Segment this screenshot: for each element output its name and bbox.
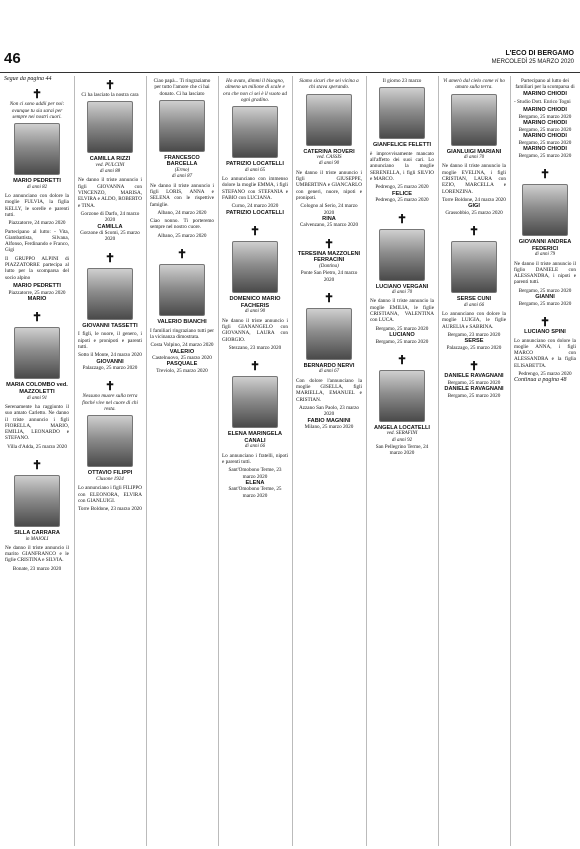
notice-text: Ne danno il triste annuncio la moglie EVELINA, i figli CRISTIAN, LAURA con EZIO, MARCELLA e LORENZINA. [442, 163, 506, 195]
deceased-subname: Clusone 1924 [96, 476, 124, 482]
deceased-name: CAMILLA RIZZI [89, 156, 131, 163]
cross-icon: ✝ [323, 290, 335, 305]
portrait-photo [232, 106, 278, 158]
deceased-name: GIOVANNI TASSETTI [82, 322, 138, 329]
notice-text: Ne danno il triste annuncio i figli LORIS, ANNA e SELENA con le rispettive famiglie. [150, 182, 214, 208]
column-6 [366, 76, 437, 846]
obituary-notice [75, 249, 145, 378]
continued-from: Segue da pagina 44 [4, 76, 52, 82]
notice-text: Lo annunciano con dolore la moglie LUIGIA, le figlie AURELIA e SABRINA. [442, 311, 506, 330]
notice-date: Sant'Omobono Terme, 25 marzo 2020 [228, 486, 282, 499]
notice-date: Pedrengo, 25 marzo 2020 [375, 197, 429, 204]
notice-date: Castelnuovo, 25 marzo 2020 [152, 355, 212, 362]
obituary-notice [75, 377, 145, 518]
notice-date: Pedrengo, 25 marzo 2020 [375, 184, 429, 191]
notice-text: Con dolore l'annunciano la moglie GISELLA, figli MARIELLA, EMANUEL e CRISTIAN. [296, 377, 362, 403]
notice-date: San Pellegrino Terme, 24 marzo 2020 [375, 444, 429, 457]
notice-date: Stezzano, 23 marzo 2020 [228, 344, 282, 351]
notice-date: Bergamo, 23 marzo 2020 [447, 331, 501, 338]
deceased-age: di anni 70 [463, 155, 485, 161]
notice-date: Villa d'Adda, 25 marzo 2020 [7, 443, 67, 450]
header-rule [0, 72, 580, 73]
portrait-photo [87, 268, 133, 320]
notice-date: Bergamo, 25 marzo 2020 [518, 152, 572, 159]
obituary-notice [75, 76, 145, 249]
portrait-photo [14, 475, 60, 527]
notice-text: Ne danno il triste annuncio i figli GIUSEPPE, UMBERTINA e GIANCARLO con generi, nuore, nipoti e pronipoti. [296, 169, 362, 201]
deceased-name: PATRIZIO LOCATELLI [226, 209, 284, 216]
deceased-name: GIOVANNI ANDREA FEDERICI [518, 239, 572, 252]
obituary-notice [147, 245, 217, 380]
deceased-name: FELICE [392, 190, 412, 197]
deceased-subname: ved. SERAFINI [386, 431, 418, 437]
deceased-name: SERSE [464, 338, 484, 345]
portrait-photo [379, 370, 425, 422]
cross-icon: ✝ [396, 352, 408, 367]
participants-text: Partecipano al lutto: - Vita, Giambattista, Silvana, Alfonso, Ferdinando e Franco, Gigi [5, 228, 69, 254]
obituary-notice [2, 308, 72, 456]
obituary-notice [293, 289, 365, 437]
notice-date: Bergamo, 25 marzo 2020 [375, 325, 429, 332]
deceased-name: DANIELE RAVAGNANI [444, 386, 504, 393]
deceased-name: PASQUALE [166, 361, 198, 368]
deceased-name: TERESINA MAZZOLENI FERRACINI [297, 250, 361, 264]
cross-icon: ✝ [104, 78, 116, 92]
deceased-subname: ved. PULCINI [95, 162, 125, 168]
portrait-photo [14, 123, 60, 175]
deceased-name: LUCIANO [389, 331, 415, 338]
deceased-name: GIANNI [535, 294, 555, 301]
deceased-name: DANIELE RAVAGNANI [444, 373, 504, 380]
page-header [0, 0, 580, 70]
notice-date: Grassobbio, 25 marzo 2020 [445, 209, 503, 216]
cross-icon: ✝ [31, 87, 43, 102]
notice-date: Torre Boldone, 23 marzo 2020 [78, 506, 142, 513]
deceased-name: MARINO CHIODI [523, 107, 567, 114]
obituary-notice [293, 235, 365, 289]
deceased-age: di anni 65 [244, 167, 266, 173]
deceased-age: di anni 90 [318, 161, 340, 167]
deceased-name: ANGELA LOCATELLI [374, 424, 430, 431]
deceased-age: di anni 90 [244, 309, 266, 315]
continued-to: Continua a pagina 48 [514, 377, 567, 384]
notice-date: Albano, 25 marzo 2020 [157, 232, 207, 239]
cross-icon: ✝ [31, 310, 43, 325]
deceased-age: di anni 67 [318, 369, 340, 375]
notice-text: è improvvisamente mancato all'affetto dei suoi cari. Lo annunciano la moglie SERENELLA, i figli SILVIO e MARCO. [370, 150, 434, 183]
epitaph: Ho avuto, dimmi il bisogno, almeno un milione di scale e ora che non ci sei è il vuoto ad ogni gradino. [223, 78, 287, 103]
deceased-name: VALERIO [169, 348, 195, 355]
notice-text: Lo annunciano i fratelli, nipoti e parenti tutti. [222, 452, 288, 465]
obituary-notice [367, 351, 437, 463]
notice-text: Il GRUPPO ALPINI di PIAZZATORRE partecipa al lutto per la scomparsa del socio alpino [5, 255, 69, 281]
notice-date: Torre Boldone, 24 marzo 2020 [442, 196, 506, 203]
notice-text: Lo annunciano con dolore la moglie ANNA, i figli MARCO con ALESSANDRA e la figlia ELISABETTA. [514, 337, 576, 369]
obituary-notice [439, 76, 509, 222]
deceased-name: MARINO CHIODI [523, 133, 567, 140]
deceased-subname: (Ermo) [174, 168, 190, 174]
obituary-notice [293, 76, 365, 235]
epitaph: Vi amerò dal cielo come vi ho amato sulla terra. [443, 78, 505, 91]
notice-text: Ne danno il triste annuncio il marito GIANFRANCO e le figlie CRISTINA e SILVIA. [5, 544, 69, 564]
notice-date: Piazzatorre, 24 marzo 2020 [8, 220, 66, 227]
deceased-age: di anni 66 [463, 302, 485, 308]
notice-date: Curno, 24 marzo 2020 [231, 203, 279, 210]
deceased-subname: in MAJOLI [25, 536, 49, 542]
deceased-age: di anni 82 [26, 184, 48, 190]
deceased-name: SILLA CARRARA [14, 529, 60, 536]
notice-date: Albano, 24 marzo 2020 [157, 209, 207, 216]
cross-icon: ✝ [468, 224, 480, 239]
cross-icon: ✝ [323, 236, 335, 251]
obituary-notice [2, 456, 72, 578]
deceased-age: di anni 70 [391, 290, 413, 296]
deceased-name: GIANFELICE FELETTI [372, 142, 432, 149]
notice-date: Bergamo, 25 marzo 2020 [518, 126, 572, 133]
notice-text: Ne danno il triste annuncio il figlio DANIELE con ALESSANDRA, i nipoti e parenti tutti. [514, 260, 576, 286]
deceased-name: FABIO MAGNINI [307, 417, 351, 424]
notice-date: Gorzone di Scomi, 25 marzo 2020 [80, 230, 140, 243]
deceased-name: GIGI [468, 203, 480, 210]
notice-date: Bergamo, 25 marzo 2020 [518, 139, 572, 146]
deceased-age: di anni 66 [244, 444, 266, 450]
notice-text: Ci ha lasciato la nostra cara [81, 92, 139, 98]
column-3 [146, 76, 217, 846]
deceased-name: LUCIANO VERGANI [375, 283, 429, 290]
notice-text: I familiari ringraziano tutti per la vicinanza dimostrata. [150, 327, 214, 340]
deceased-subname: ved. CASSIS [316, 155, 342, 161]
portrait-photo [232, 241, 278, 293]
portrait-photo [451, 94, 497, 146]
notice-text: Lo annunciano con immenso dolore la moglie EMMA, i figli STEFANO con STEFANIA e FABIO con LUCIANA. [222, 176, 288, 201]
cross-icon: ✝ [539, 314, 551, 329]
obituary-notice [147, 76, 217, 245]
deceased-name: MARIA COLOMBO ved. MAZZOLETTI [6, 382, 68, 396]
portrait-photo [306, 94, 352, 146]
deceased-name: MARINO CHIODI [523, 146, 567, 153]
portrait-photo [379, 229, 425, 281]
deceased-age: di anni 79 [534, 252, 556, 258]
deceased-name: MARIO PEDRETTI [13, 282, 61, 289]
notice-date: Treviolo, 25 marzo 2020 [156, 368, 208, 375]
deceased-age: di anni 91 [26, 395, 48, 401]
notice-text: I figli, le nuore, il genero, i nipoti e pronipoti e parenti tutti. [78, 331, 142, 350]
portrait-photo [87, 415, 133, 467]
notice-date: Bergamo, 25 marzo 2020 [518, 114, 572, 121]
deceased-name: MARIO PEDRETTI [13, 178, 61, 185]
notice-text: Ciao papà... Ti ringraziamo per tutto l'amore che ci hai donato. Ci ha lasciato [153, 78, 211, 97]
deceased-name: BERNARDO NERVI [303, 362, 355, 369]
portrait-photo [159, 100, 205, 152]
cross-icon: ✝ [104, 379, 116, 394]
cross-icon: ✝ [31, 457, 43, 472]
obituary-notice [511, 313, 579, 390]
obituary-notice [219, 357, 291, 505]
column-1 [2, 76, 72, 846]
deceased-age: di anni 87 [171, 174, 193, 180]
column-5 [292, 76, 365, 846]
deceased-name: CAMILLA [97, 223, 123, 230]
deceased-name: OTTAVIO FILIPPI [87, 470, 133, 477]
portrait-photo [87, 101, 133, 153]
notice-date: Cologno al Serio, 24 marzo 2020 [300, 203, 358, 216]
column-7 [438, 76, 509, 846]
notice-date: Gorzone di Darfo, 24 marzo 2020 [80, 210, 140, 224]
obituary-notice [2, 85, 72, 308]
cross-icon: ✝ [104, 250, 116, 265]
notice-date: Sant'Omobono Terme, 23 marzo 2020 [228, 467, 282, 480]
page-number: 46 [4, 50, 21, 67]
deceased-age: di anni 88 [99, 169, 121, 175]
deceased-name: RINA [322, 215, 336, 222]
deceased-name: ELENA [245, 479, 265, 486]
paper-date: MERCOLEDÌ 25 MARZO 2020 [491, 59, 574, 65]
epitaph: Non ci sono addii per noi: ovunque tu sia sarai per sempre nei nostri cuori. [9, 101, 65, 120]
deceased-name: CATERINA ROVERI [303, 148, 355, 155]
notice-text: Ne danno il triste annuncio i figli GIANANGELO con GIOVANNA, LAURA con GIORGIO. [222, 317, 288, 343]
notice-date: Bonate, 23 marzo 2020 [12, 565, 62, 572]
epitaph: Siamo sicuri che sei vicina a chi stava sperando. [299, 78, 359, 91]
deceased-name: PATRIZIO LOCATELLI [226, 161, 284, 168]
notice-date: Bergamo, 25 marzo 2020 [518, 287, 572, 294]
notice-date: Palazzago, 25 marzo 2020 [446, 344, 502, 351]
obituary-notice [219, 76, 291, 222]
notice-text: Lo annunciano i figli FILIPPO con ELEONORA, ELVIRA con GIANLUIGI. [78, 485, 142, 504]
portrait-photo [306, 308, 352, 360]
column-8 [510, 76, 579, 846]
portrait-photo [14, 327, 60, 379]
notice-date: Bergamo, 25 marzo 2020 [447, 392, 501, 399]
obituary-notice [439, 222, 509, 357]
portrait-photo [379, 87, 425, 139]
column-4 [218, 76, 291, 846]
notice-text: Partecipano al lutto dei familiari per la scomparsa di [515, 78, 575, 91]
participants-text: - Studio Dott. Enrico Togni [514, 99, 571, 106]
column-2 [74, 76, 145, 846]
notice-date: Palazzago, 25 marzo 2020 [82, 365, 138, 372]
notice-text: Il giorno 23 marzo [382, 78, 422, 84]
deceased-name: GIOVANNI [96, 358, 124, 365]
notice-text: Ne danno il triste annuncio la moglie EMILIA, le figlie CRISTIANA, VALENTINA con LUCA. [370, 298, 434, 324]
deceased-subname: (Dantina) [319, 263, 339, 269]
portrait-photo [451, 241, 497, 293]
obituary-notice [219, 222, 291, 357]
notice-date: Bergamo, 25 marzo 2020 [447, 379, 501, 386]
cross-icon: ✝ [468, 359, 480, 374]
paper-name: L'ECO DI BERGAMO [505, 50, 574, 57]
deceased-name: VALERIO BIANCHI [157, 319, 207, 326]
notice-date: Milano, 25 marzo 2020 [304, 424, 354, 431]
notice-date: Piazzatorre, 25 marzo 2020 [8, 289, 66, 296]
deceased-name: GIANLUIGI MARIANI [446, 148, 502, 155]
obituary-columns [2, 76, 578, 846]
cross-icon: ✝ [539, 167, 551, 182]
deceased-age: di anni 92 [391, 437, 413, 443]
obituary-notice [367, 76, 437, 210]
notice-date: Bergamo, 25 marzo 2020 [518, 300, 572, 307]
notice-date: Costa Volpino, 24 marzo 2020 [150, 342, 214, 349]
notice-date: Ponte San Pietro, 24 marzo 2020 [300, 270, 358, 283]
deceased-name: DOMENICO MARIO FACHERIS [229, 296, 281, 309]
notice-date: Sotto il Monte, 24 marzo 2020 [78, 352, 142, 359]
deceased-name: SERSE CUNI [456, 296, 492, 303]
obituary-notice [511, 76, 579, 165]
notice-date: Azzano San Paolo, 23 marzo 2020 [298, 404, 360, 418]
deceased-name: MARIO [27, 295, 47, 302]
obituary-notice [367, 210, 437, 351]
portrait-photo [232, 376, 278, 428]
portrait-photo [159, 264, 205, 316]
deceased-name: MARINO CHIODI [523, 90, 567, 97]
cross-icon: ✝ [396, 211, 408, 226]
cross-icon: ✝ [249, 224, 261, 239]
deceased-name: FRANCESCO BARCELLA [164, 154, 200, 168]
notice-text: Lo annunciano con dolore la moglie FULVIA, la figlia KELLY, le sorelle e parenti tutti. [5, 193, 69, 218]
obituary-notice [439, 357, 509, 405]
epitaph: Nessuno muore sulla terra finché vive nel cuore di chi resta. [82, 393, 138, 413]
notice-text: Ciao nonno. Ti porteremo sempre nel nostro cuore. [150, 218, 214, 231]
notice-date: Pedrengo, 25 marzo 2020 [518, 370, 572, 377]
cross-icon: ✝ [249, 359, 261, 374]
portrait-photo [522, 184, 568, 236]
notice-text: Ne danno il triste annuncio i figli GIOVANNA con VINCENZO, MARISA, ELVIRA e ALDO, ROBERTO e TINA. [78, 177, 142, 209]
deceased-name: MARINO CHIODI [523, 120, 567, 127]
notice-text: Serenamente ha raggiunto il suo amato Carletto. Ne danno il triste annuncio i figli FIORELLA, MARIO, EMILIA, LEONARDO e STEFANO. [5, 403, 69, 442]
cross-icon: ✝ [176, 247, 188, 262]
deceased-name: ELENA MARINGELA CANALI [227, 431, 283, 444]
deceased-name: LUCIANO SPINI [524, 328, 566, 335]
notice-date: Calvenzano, 25 marzo 2020 [299, 222, 359, 229]
notice-date: Bergamo, 25 marzo 2020 [375, 338, 429, 345]
obituary-notice [511, 165, 579, 313]
paper-masthead [492, 50, 574, 66]
